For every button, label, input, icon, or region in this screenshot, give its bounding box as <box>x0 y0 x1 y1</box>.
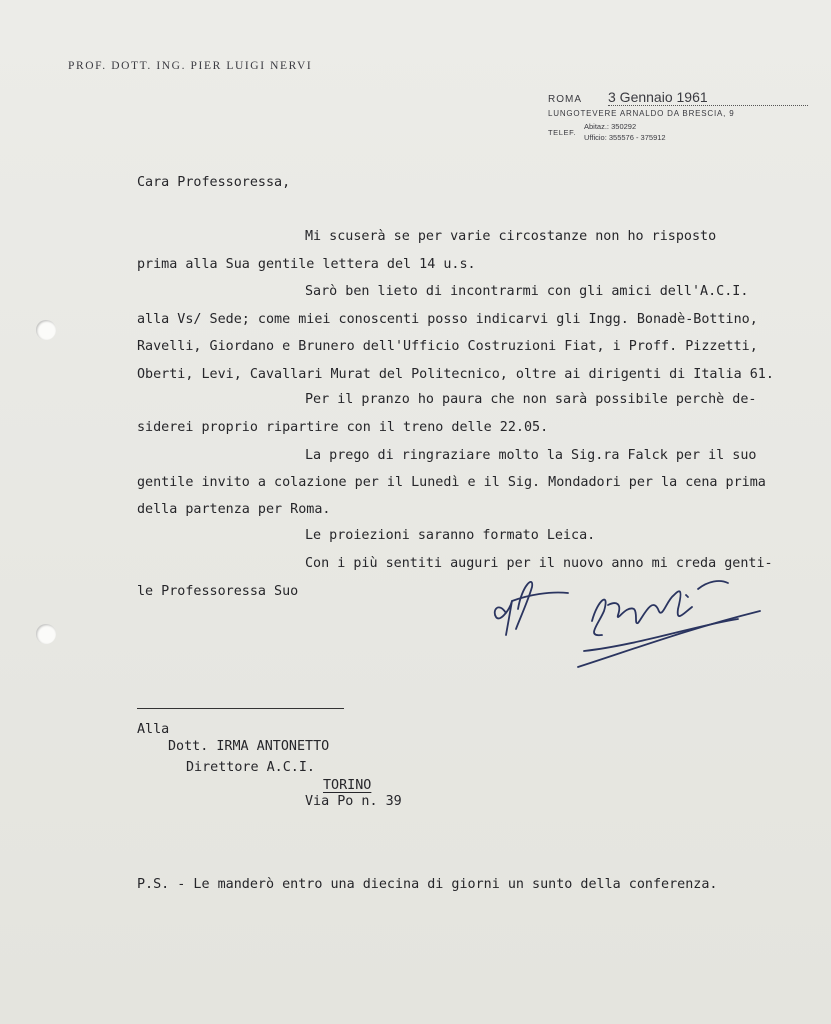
body-line: della partenza per Roma. <box>137 502 331 517</box>
body-line: Sarò ben lieto di incontrarmi con gli amici dell'A.C.I. <box>305 284 749 299</box>
body-line: le Professoressa Suo <box>137 584 299 599</box>
salutation: Cara Professoressa, <box>137 175 291 190</box>
letter-date: 3 Gennaio 1961 <box>608 90 808 106</box>
body-line: Mi scuserà se per varie circostanze non ho risposto <box>305 229 717 244</box>
office-phone: Ufficio: 355576 - 375912 <box>584 133 666 142</box>
recipient-prefix: Alla <box>137 722 170 737</box>
city: ROMA <box>548 94 582 105</box>
recipient-name: Dott. IRMA ANTONETTO <box>168 739 330 754</box>
date-address-block <box>548 90 808 143</box>
recipient-street: Via Po n. 39 <box>305 794 402 809</box>
telef-label: TELEF. <box>548 127 577 137</box>
body-line: Ravelli, Giordano e Brunero dell'Ufficio Costruzioni Fiat, i Proff. Pizzetti, <box>137 339 758 354</box>
sender-address: LUNGOTEVERE ARNALDO DA BRESCIA, 9 <box>548 109 735 118</box>
letterhead: PROF. DOTT. ING. PIER LUIGI NERVI <box>68 60 313 72</box>
body-line: prima alla Sua gentile lettera del 14 u.s. <box>137 257 476 272</box>
punch-hole <box>36 624 56 644</box>
recipient-city: TORINO <box>323 778 372 793</box>
postscript: P.S. - Le manderò entro una diecina di giorni un sunto della conferenza. <box>137 877 718 892</box>
body-line: siderei proprio ripartire con il treno delle 22.05. <box>137 420 549 435</box>
body-line: Con i più sentiti auguri per il nuovo anno mi creda genti- <box>305 556 773 571</box>
body-line: Per il pranzo ho paura che non sarà possibile perchè de- <box>305 392 757 407</box>
punch-hole <box>36 320 56 340</box>
body-line: La prego di ringraziare molto la Sig.ra Falck per il suo <box>305 448 757 463</box>
body-line: gentile invito a colazione per il Lunedì e il Sig. Mondadori per la cena prima <box>137 475 766 490</box>
separator-line <box>137 708 344 709</box>
body-line: alla Vs/ Sede; come miei conoscenti posso indicarvi gli Ingg. Bonadè-Bottino, <box>137 312 758 327</box>
body-line: Oberti, Levi, Cavallari Murat del Politecnico, oltre ai dirigenti di Italia 61. <box>137 367 774 382</box>
home-phone: Abitaz.: 350292 <box>584 122 637 131</box>
recipient-role: Direttore A.C.I. <box>186 760 315 775</box>
telephone-block <box>548 121 808 143</box>
handwritten-signature <box>488 565 768 675</box>
body-line: Le proiezioni saranno formato Leica. <box>305 528 596 543</box>
